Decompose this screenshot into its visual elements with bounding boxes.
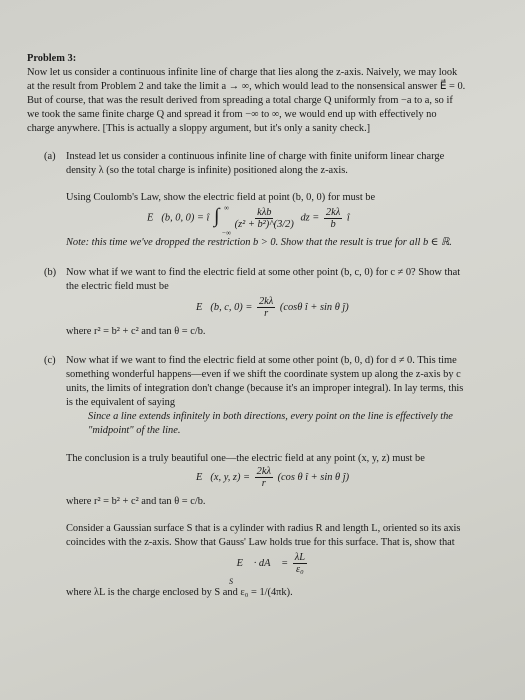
eq-c-num: 2kλ xyxy=(256,466,271,477)
equation-b xyxy=(196,296,349,319)
part-c-line: something wonderful happens—even if we shift the coordinate system up along the z-axis by c xyxy=(66,369,461,380)
eq-g-fraction xyxy=(293,552,307,575)
eq-a-rnum: 2kλ xyxy=(325,206,341,218)
eq-b-lhs: E⃗(b, c, 0) = xyxy=(196,301,253,313)
eq-c-fraction xyxy=(255,466,273,489)
eq-b-fraction xyxy=(257,296,275,319)
part-b-label: (b) xyxy=(44,267,57,278)
conclusion-line: The conclusion is a truly beautiful one—the electric field at any point (x, y, z) must be xyxy=(66,453,425,464)
gauss-where: where λL is the charge enclosed by S and ε₀ = 1/(4πk). xyxy=(66,587,293,598)
eq-a-rden: b xyxy=(330,218,336,230)
conclusion-where: where r² = b² + c² and tan θ = c/b. xyxy=(66,496,206,507)
equation-conclusion xyxy=(196,466,349,489)
intro-line: at the result from Problem 2 and take the limit a → ∞, which would lead to the nonsensical answer E⃗ = 0. xyxy=(27,81,466,92)
eq-c-lhs: E⃗(x, y, z) = xyxy=(196,471,251,483)
eq-g-sub: S xyxy=(229,577,233,586)
part-c-line: Now what if we want to find the electric field at some other point (b, 0, d) for d ≠ 0. This time xyxy=(66,355,457,366)
gauss-line: coincides with the z-axis. Show that Gauss' Law holds true for this surface. That is, show that xyxy=(66,537,455,548)
part-c-line: is the equivalent of saying xyxy=(66,397,176,408)
part-a-line: density λ (so the total charge is infinite) positioned along the z-axis. xyxy=(66,165,348,176)
eq-c-den: r xyxy=(261,478,266,489)
integral-sign: ∫ ∞ −∞ xyxy=(214,204,231,237)
eq-a-lhs: E⃗(b, 0, 0) = î xyxy=(147,212,210,224)
part-a-label: (a) xyxy=(44,151,56,162)
intro-line: Now let us consider a continuous infinite line of charge that lies along the z-axis. Naively, we may look xyxy=(27,67,458,78)
eq-a-result xyxy=(324,207,342,230)
part-a-note: Note: this time we've dropped the restriction b > 0. Show that the result is true for all b ∈ ℝ. xyxy=(66,237,452,248)
part-c-quote: "midpoint" of the line. xyxy=(88,425,181,436)
eq-a-num: kλb xyxy=(257,206,272,218)
intro-line: But of course, that was the result derived from spreading a total charge Q uniformly from −a to a, so if xyxy=(27,95,453,106)
eq-b-num: 2kλ xyxy=(258,296,274,307)
eq-a-end: î xyxy=(346,212,350,224)
part-c-label: (c) xyxy=(44,355,56,366)
problem-heading: Problem 3: xyxy=(27,53,77,64)
integral-upper: ∞ xyxy=(224,204,230,212)
part-b-where: where r² = b² + c² and tan θ = c/b. xyxy=(66,326,206,337)
part-b-line: Now what if we want to find the electric field at some other point (b, c, 0) for c ≠ 0? Show that xyxy=(66,267,461,278)
equation-gauss xyxy=(226,552,309,575)
part-c-quote: Since a line extends infinitely in both directions, every point on the line is effectively the xyxy=(88,411,453,422)
eq-g-den: ε₀ xyxy=(296,564,304,575)
eq-a-fraction xyxy=(233,207,296,230)
eq-g-num: λL xyxy=(294,552,306,563)
eq-b-den: r xyxy=(264,308,269,319)
part-a-line: Instead let us consider a continuous infinite line of charge with finite uniform linear charge xyxy=(66,151,445,162)
equation-a xyxy=(147,204,350,237)
intro-line: we took the same finite charge Q and spread it from −∞ to ∞, we would end up with effectively no xyxy=(27,109,437,120)
eq-b-rhs: (cosθ î + sin θ ĵ) xyxy=(279,301,349,313)
eq-a-den: (z² + b²)^(3/2) xyxy=(234,218,294,230)
gauss-line: Consider a Gaussian surface S that is a cylinder with radius R and length L, oriented so its axis xyxy=(66,523,461,534)
part-c-line: units, the limits of integration don't change (because it's an improper integral). In lay terms, this xyxy=(66,383,464,394)
integral-lower: −∞ xyxy=(222,229,231,237)
coulomb-line: Using Coulomb's Law, show the electric field at point (b, 0, 0) for must be xyxy=(66,192,376,203)
eq-c-rhs: (cos θ î + sin θ ĵ) xyxy=(277,471,350,483)
eq-a-dz: dz = xyxy=(300,212,320,224)
part-b-line: the electric field must be xyxy=(66,281,169,292)
eq-g-lhs: ∮ E⃗ · dA⃗ = xyxy=(226,557,289,569)
intro-line: charge anywhere. [This is actually a sloppy argument, but it's only a sanity check.] xyxy=(27,123,371,134)
